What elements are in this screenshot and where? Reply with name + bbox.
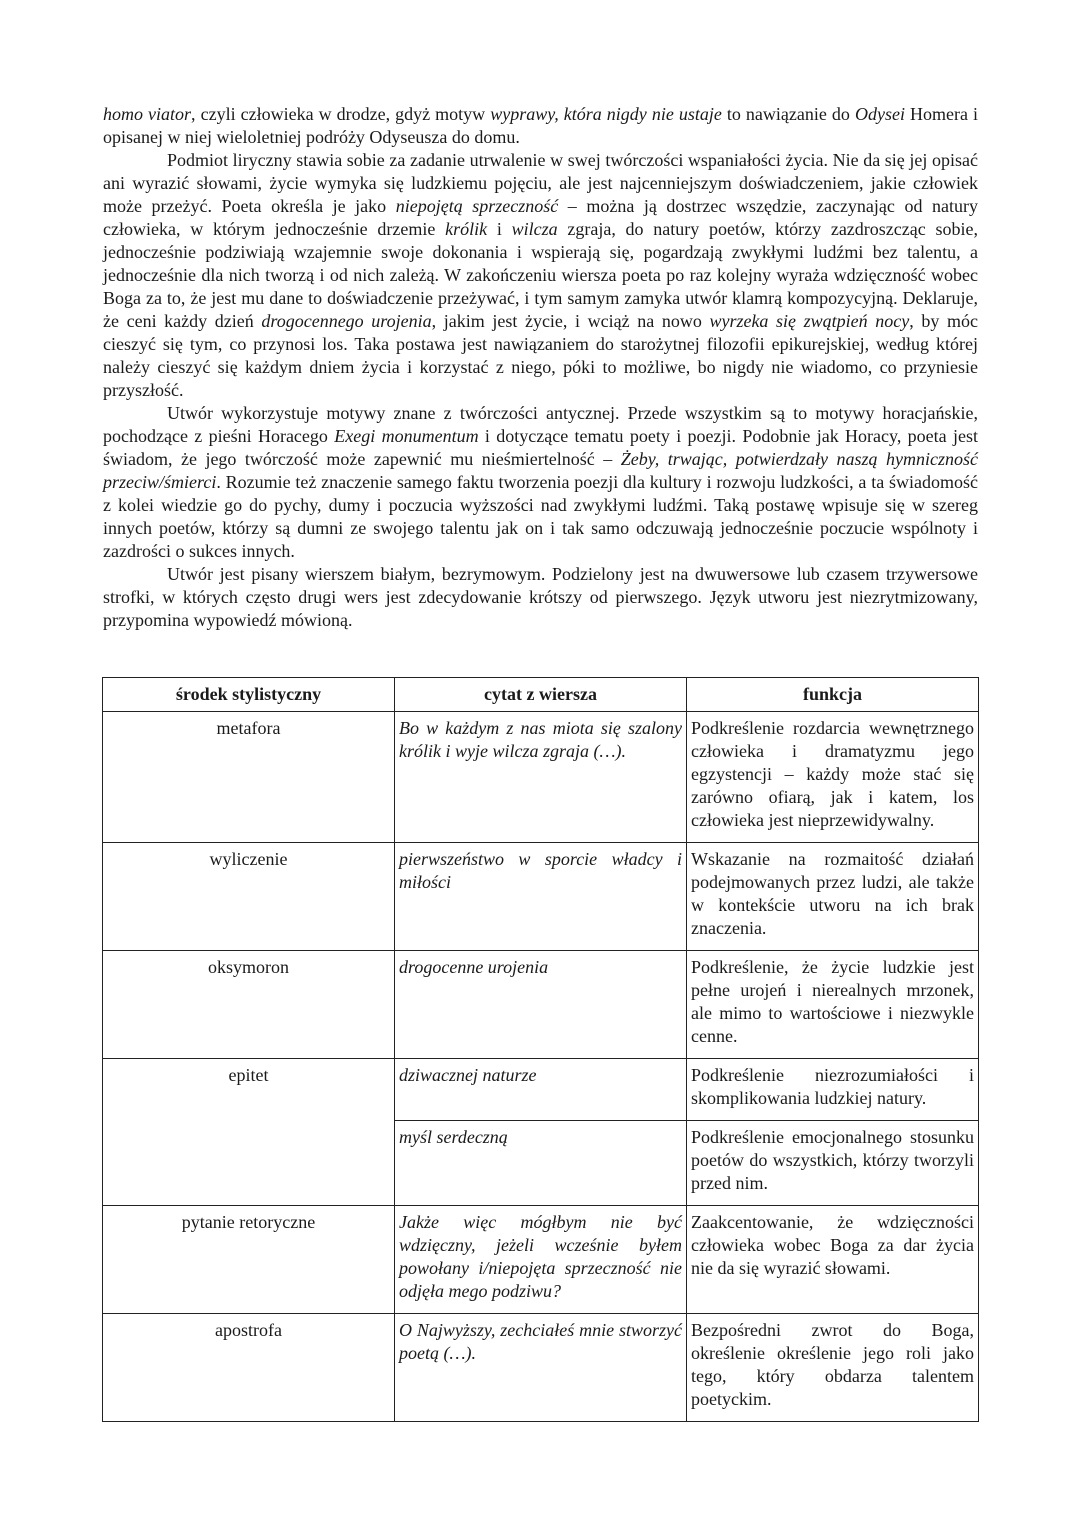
header-quote: cytat z wiersza [395, 678, 687, 712]
document-body [103, 103, 978, 632]
device-function: Bezpośredni zwrot do Boga, określenie określenie jego roli jako tego, który obdarza talentem poetyckim. [687, 1314, 979, 1422]
device-name: pytanie retoryczne [103, 1206, 395, 1314]
table-row [103, 1314, 979, 1422]
text-run: Utwór wykorzystuje motywy znane z twórczości antycznej. Przede wszystkim są to motywy horacjańskie, pochodzące z pieśni Horacego [103, 403, 978, 446]
paragraph [103, 402, 978, 563]
device-function: Podkreślenie rozdarcia wewnętrznego człowieka i dramatyzmu jego egzystencji – każdy może stać się zarówno ofiarą, jak i katem, los człowieka jest nieprzewidywalny. [687, 712, 979, 843]
table-row [103, 1059, 979, 1121]
header-device: środek stylistyczny [103, 678, 395, 712]
text-run: , czyli człowieka w drodze, gdyż motyw [191, 104, 491, 124]
quoted-phrase: niepojętą sprzeczność [395, 196, 559, 216]
device-function: Podkreślenie niezrozumiałości i skomplikowania ludzkiej natury. [687, 1059, 979, 1121]
quoted-phrase: wilcza [511, 219, 558, 239]
device-name: oksymoron [103, 951, 395, 1059]
device-name: apostrofa [103, 1314, 395, 1422]
text-run: . Rozumie też znaczenie samego faktu tworzenia poezji dla kultury i rozwoju ludzkości, a ta świadomość z kolei wiedzie go do pychy, dumy i poczucia wyższości nad zwykłymi ludźmi. Taką postawę wpisuje się w szereg innych poetów, którzy są dumni ze swojego talentu jak on i tak samo odczuwają jednocześnie poczucie wspólnoty i zazdrości o sukces innych. [103, 472, 978, 561]
quoted-phrase: drogocennego urojenia [261, 311, 432, 331]
quoted-phrase: homo viator [103, 104, 192, 124]
quoted-phrase: Exegi monumentum [334, 426, 479, 446]
device-function: Podkreślenie emocjonalnego stosunku poetów do wszystkich, którzy tworzyli przed nim. [687, 1121, 979, 1206]
device-quote: Bo w każdym z nas miota się szalony królik i wyje wilcza zgraja (…). [395, 712, 687, 843]
device-function: Wskazanie na rozmaitość działań podejmowanych przez ludzi, ale także w kontekście utworu na ich brak znaczenia. [687, 843, 979, 951]
quoted-phrase: Odysei [854, 104, 905, 124]
paragraph [103, 563, 978, 632]
device-name: metafora [103, 712, 395, 843]
text-run: to nawiązanie do [721, 104, 855, 124]
table-row [103, 1206, 979, 1314]
text-run: , by móc cieszyć się tym, co przynosi los. Taka postawa jest nawiązaniem do starożytnej filozofii epikurejskiej, według której należy cieszyć się każdym dniem życia i korzystać z niego, póki to możliwe, bo nigdy nie wiadomo, co przyniesie przyszłość. [103, 311, 978, 400]
quoted-phrase: wyrzeka się zwątpień nocy [709, 311, 910, 331]
table-row [103, 843, 979, 951]
quoted-phrase: królik [445, 219, 488, 239]
table-row [103, 712, 979, 843]
header-function: funkcja [687, 678, 979, 712]
text-run: , jakim jest życie, i wciąż na nowo [431, 311, 710, 331]
device-name: wyliczenie [103, 843, 395, 951]
paragraph [103, 149, 978, 402]
table-header-row [103, 678, 979, 712]
text-run: i [487, 219, 512, 239]
device-function: Podkreślenie, że życie ludzkie jest pełne urojeń i nierealnych mrzonek, ale mimo to wartościowe i niezwykle cenne. [687, 951, 979, 1059]
device-quote: drogocenne urojenia [395, 951, 687, 1059]
device-quote: myśl serdeczną [395, 1121, 687, 1206]
device-quote: O Najwyższy, zechciałeś mnie stworzyć poetą (…). [395, 1314, 687, 1422]
paragraph [103, 103, 978, 149]
quoted-phrase: wyprawy, która nigdy nie ustaje [490, 104, 722, 124]
device-quote: pierwszeństwo w sporcie władcy i miłości [395, 843, 687, 951]
text-run: Homera i opisanej w niej wieloletniej podróży Odyseusza do domu. [103, 104, 979, 147]
text-run: Utwór jest pisany wierszem białym, bezrymowym. Podzielony jest na dwuwersowe lub czasem trzywersowe strofki, w których często drugi wers jest zdecydowanie krótszy od pierwszego. Język utworu jest niezrytmizowany, przypomina wypowiedź mówioną. [103, 564, 978, 630]
text-run: – można ją dostrzec wszędzie, zaczynając od natury człowieka, w którym jednocześnie drzemie [103, 196, 978, 239]
text-run: Podmiot liryczny stawia sobie za zadanie utrwalenie w swej twórczości wspaniałości życia. Nie da się jej opisać ani wyrazić słowami, życie wymyka się ludzkiemu pojęciu, ale jest najcenniejszym doświadczeniem, jakie człowiek może przeżyć. Poeta określa je jako [103, 150, 978, 216]
text-run: zgraja, do natury poetów, którzy zazdroszcząc sobie, jednocześnie podziwiają wzajemnie swoje dokonania i wspierają się, pogardzają zwykłymi ludźmi bez talentu, a jednocześnie dla nich tworzą i od nich zależą. W zakończeniu wiersza poeta po raz kolejny wyraża wdzięczność wobec Boga za to, że jest mu dane to doświadczenie przeżywać, i tym samym zamyka utwór klamrą kompozycyjną. Deklaruje, że ceni każdy dzień [103, 219, 978, 331]
table-row [103, 951, 979, 1059]
quoted-phrase: Żeby, trwając, potwierdzały naszą hymniczność przeciw/śmierci [103, 449, 978, 492]
text-run: i dotyczące tematu poety i poezji. Podobnie jak Horacy, poeta jest świadom, że jego twórczość może zapewnić mu nieśmiertelność – [103, 426, 978, 469]
device-quote: dziwacznej naturze [395, 1059, 687, 1121]
stylistic-devices-table [102, 677, 979, 1422]
device-name: epitet [103, 1059, 395, 1206]
device-function: Zaakcentowanie, że wdzięczności człowieka wobec Boga za dar życia nie da się wyrazić słowami. [687, 1206, 979, 1314]
device-quote: Jakże więc mógłbym nie być wdzięczny, jeżeli wcześnie byłem powołany i/niepojęta sprzeczność nie odjęła mego podziwu? [395, 1206, 687, 1314]
